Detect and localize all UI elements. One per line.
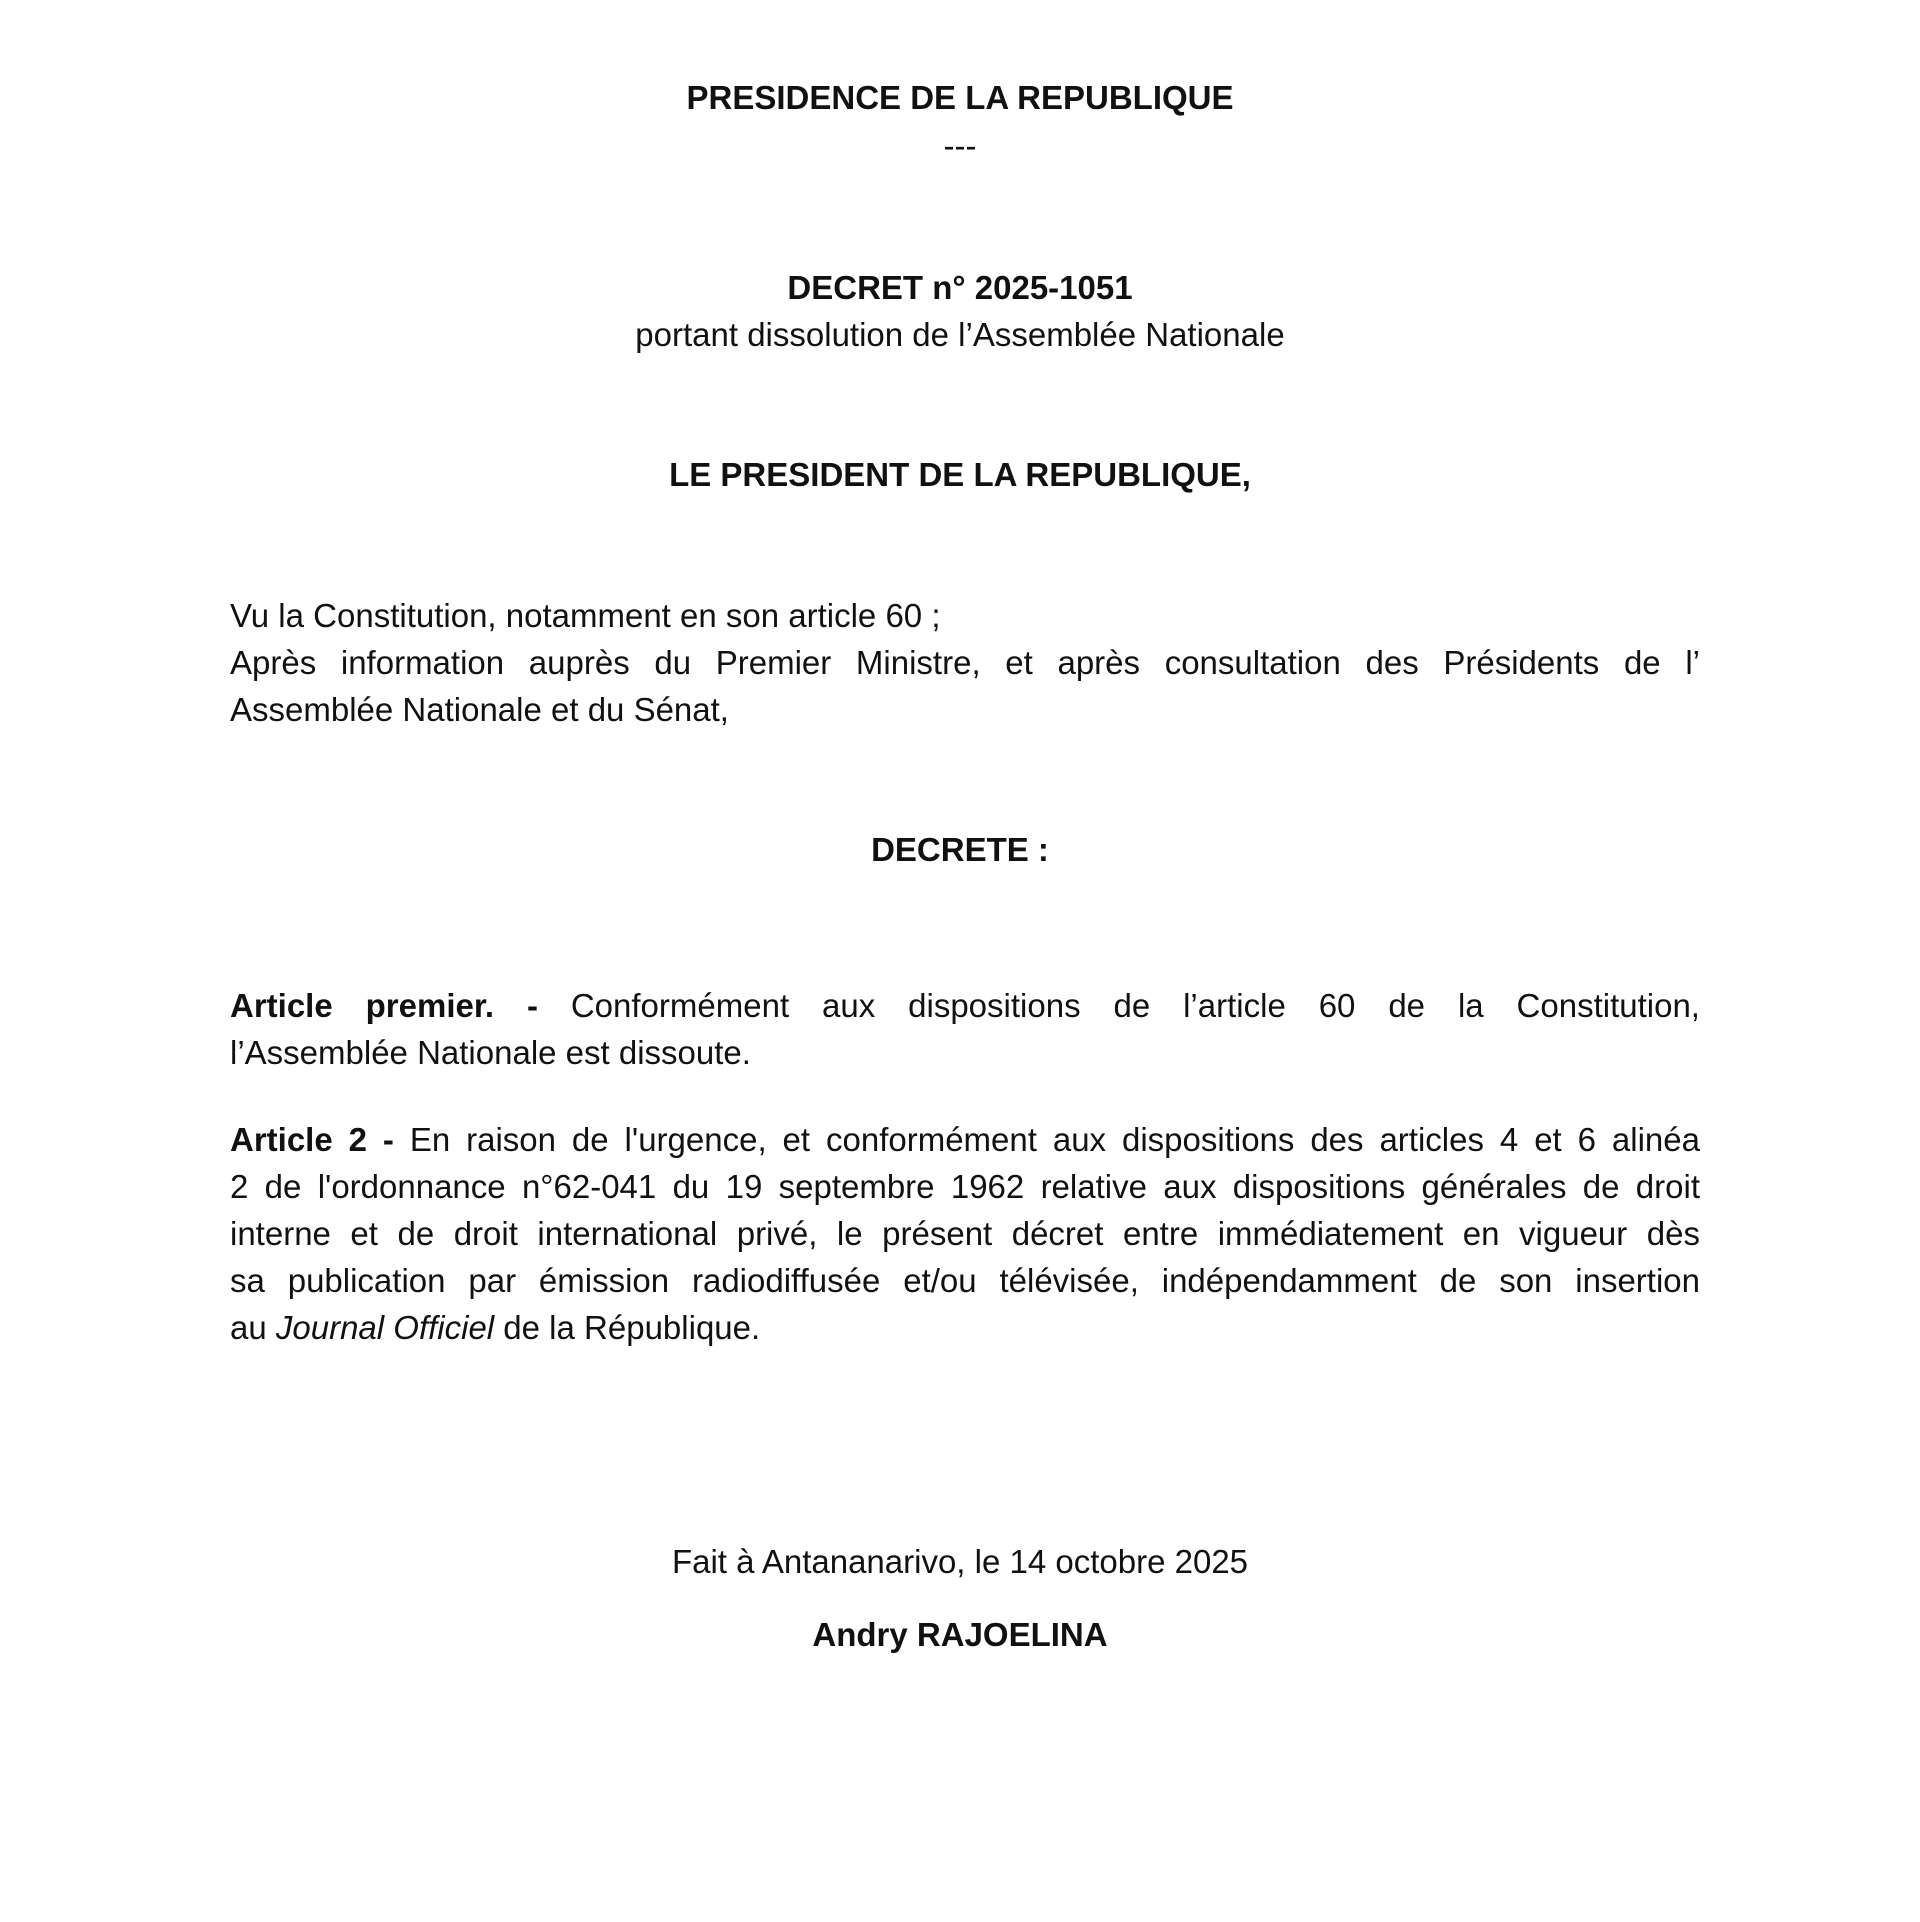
preamble bbox=[230, 592, 1700, 733]
article-1-label: Article premier. - bbox=[230, 987, 538, 1024]
journal-officiel-title: Journal Officiel bbox=[275, 1309, 495, 1346]
article-1-line-2: l’Assemblée Nationale est dissoute. bbox=[230, 1034, 751, 1071]
signatory-name: Andry RAJOELINA bbox=[812, 1616, 1108, 1653]
article-1-line-1 bbox=[230, 982, 1700, 1029]
article-2-text: En raison de l'urgence, et conformément aux dispositions des articles 4 et 6 alinéa bbox=[393, 1121, 1700, 1158]
preamble-line-1: Vu la Constitution, notamment en son article 60 ; bbox=[230, 597, 941, 634]
institution-heading: PRESIDENCE DE LA REPUBLIQUE bbox=[686, 79, 1234, 116]
place-date: Fait à Antananarivo, le 14 octobre 2025 bbox=[671, 1543, 1249, 1580]
article-2-line-2: 2 de l'ordonnance n°62-041 du 19 septembre 1962 relative aux dispositions générales de droit bbox=[230, 1168, 1700, 1205]
article-2-line-4: sa publication par émission radiodiffusée et/ou télévisée, indépendamment de son insertion bbox=[230, 1262, 1700, 1299]
article-2 bbox=[230, 1116, 1700, 1351]
article-2-line-1 bbox=[230, 1116, 1700, 1163]
decrees-heading: DECRETE : bbox=[871, 831, 1049, 868]
decree-number: DECRET n° 2025-1051 bbox=[787, 269, 1133, 306]
article-2-label: Article 2 - bbox=[230, 1121, 394, 1158]
heading-separator: --- bbox=[943, 127, 977, 164]
article-2-line-5-pre: au bbox=[230, 1309, 276, 1346]
preamble-line-2: Après information auprès du Premier Ministre, et après consultation des Présidents de l’ bbox=[230, 644, 1700, 681]
article-1-text: Conformément aux dispositions de l’article 60 de la Constitution, bbox=[537, 987, 1700, 1024]
article-1 bbox=[230, 982, 1700, 1076]
decree-subject: portant dissolution de l’Assemblée Nationale bbox=[635, 316, 1285, 353]
preamble-line-3: Assemblée Nationale et du Sénat, bbox=[230, 691, 729, 728]
authority-heading: LE PRESIDENT DE LA REPUBLIQUE, bbox=[669, 456, 1251, 493]
article-2-line-5 bbox=[230, 1304, 1700, 1351]
article-2-line-5-post: de la République. bbox=[494, 1309, 761, 1346]
article-2-line-3: interne et de droit international privé, le présent décret entre immédiatement en vigueur dès bbox=[230, 1215, 1700, 1252]
